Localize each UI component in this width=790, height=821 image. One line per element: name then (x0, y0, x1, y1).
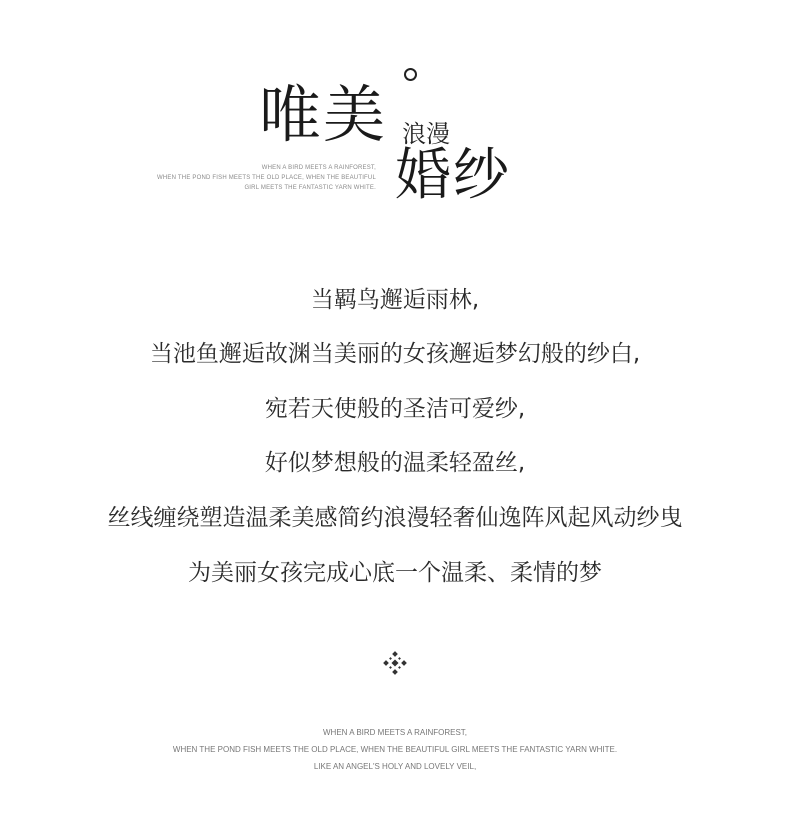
poem-line: 宛若天使般的圣洁可爱纱, (264, 396, 526, 422)
diamond-cross-ornament-icon (383, 651, 407, 675)
title-english-line-2: WHEN THE POND FISH MEETS THE OLD PLACE, WHEN THE BEAUTIFUL (157, 175, 376, 181)
footer-english-line: WHEN THE POND FISH MEETS THE OLD PLACE, WHEN THE BEAUTIFUL GIRL MEETS THE FANTASTIC YARN WHITE. (172, 745, 618, 754)
title-line-1: 唯美 (259, 78, 388, 151)
poem-line: 当羁鸟邂逅雨林, (310, 287, 480, 313)
title-small-text: 浪漫 (402, 120, 450, 148)
degree-circle-icon (404, 68, 417, 81)
footer-english-line: LIKE AN ANGEL'S HOLY AND LOVELY VEIL, (313, 762, 477, 771)
poem-line: 为美丽女孩完成心底一个温柔、柔情的梦 (188, 560, 602, 586)
title-line-2: 婚纱 (395, 143, 511, 208)
footer-english-line: WHEN A BIRD MEETS A RAINFOREST, (322, 728, 468, 737)
poem-line: 当池鱼邂逅故渊当美丽的女孩邂逅梦幻般的纱白, (149, 341, 641, 367)
title-english-line-3: GIRL MEETS THE FANTASTIC YARN WHITE. (244, 185, 376, 191)
title-english-line-1: WHEN A BIRD MEETS A RAINFOREST, (261, 165, 376, 171)
poem-line: 丝线缠绕塑造温柔美感简约浪漫轻奢仙逸阵风起风动纱曳 (107, 505, 683, 531)
poem-line: 好似梦想般的温柔轻盈丝, (264, 450, 526, 476)
